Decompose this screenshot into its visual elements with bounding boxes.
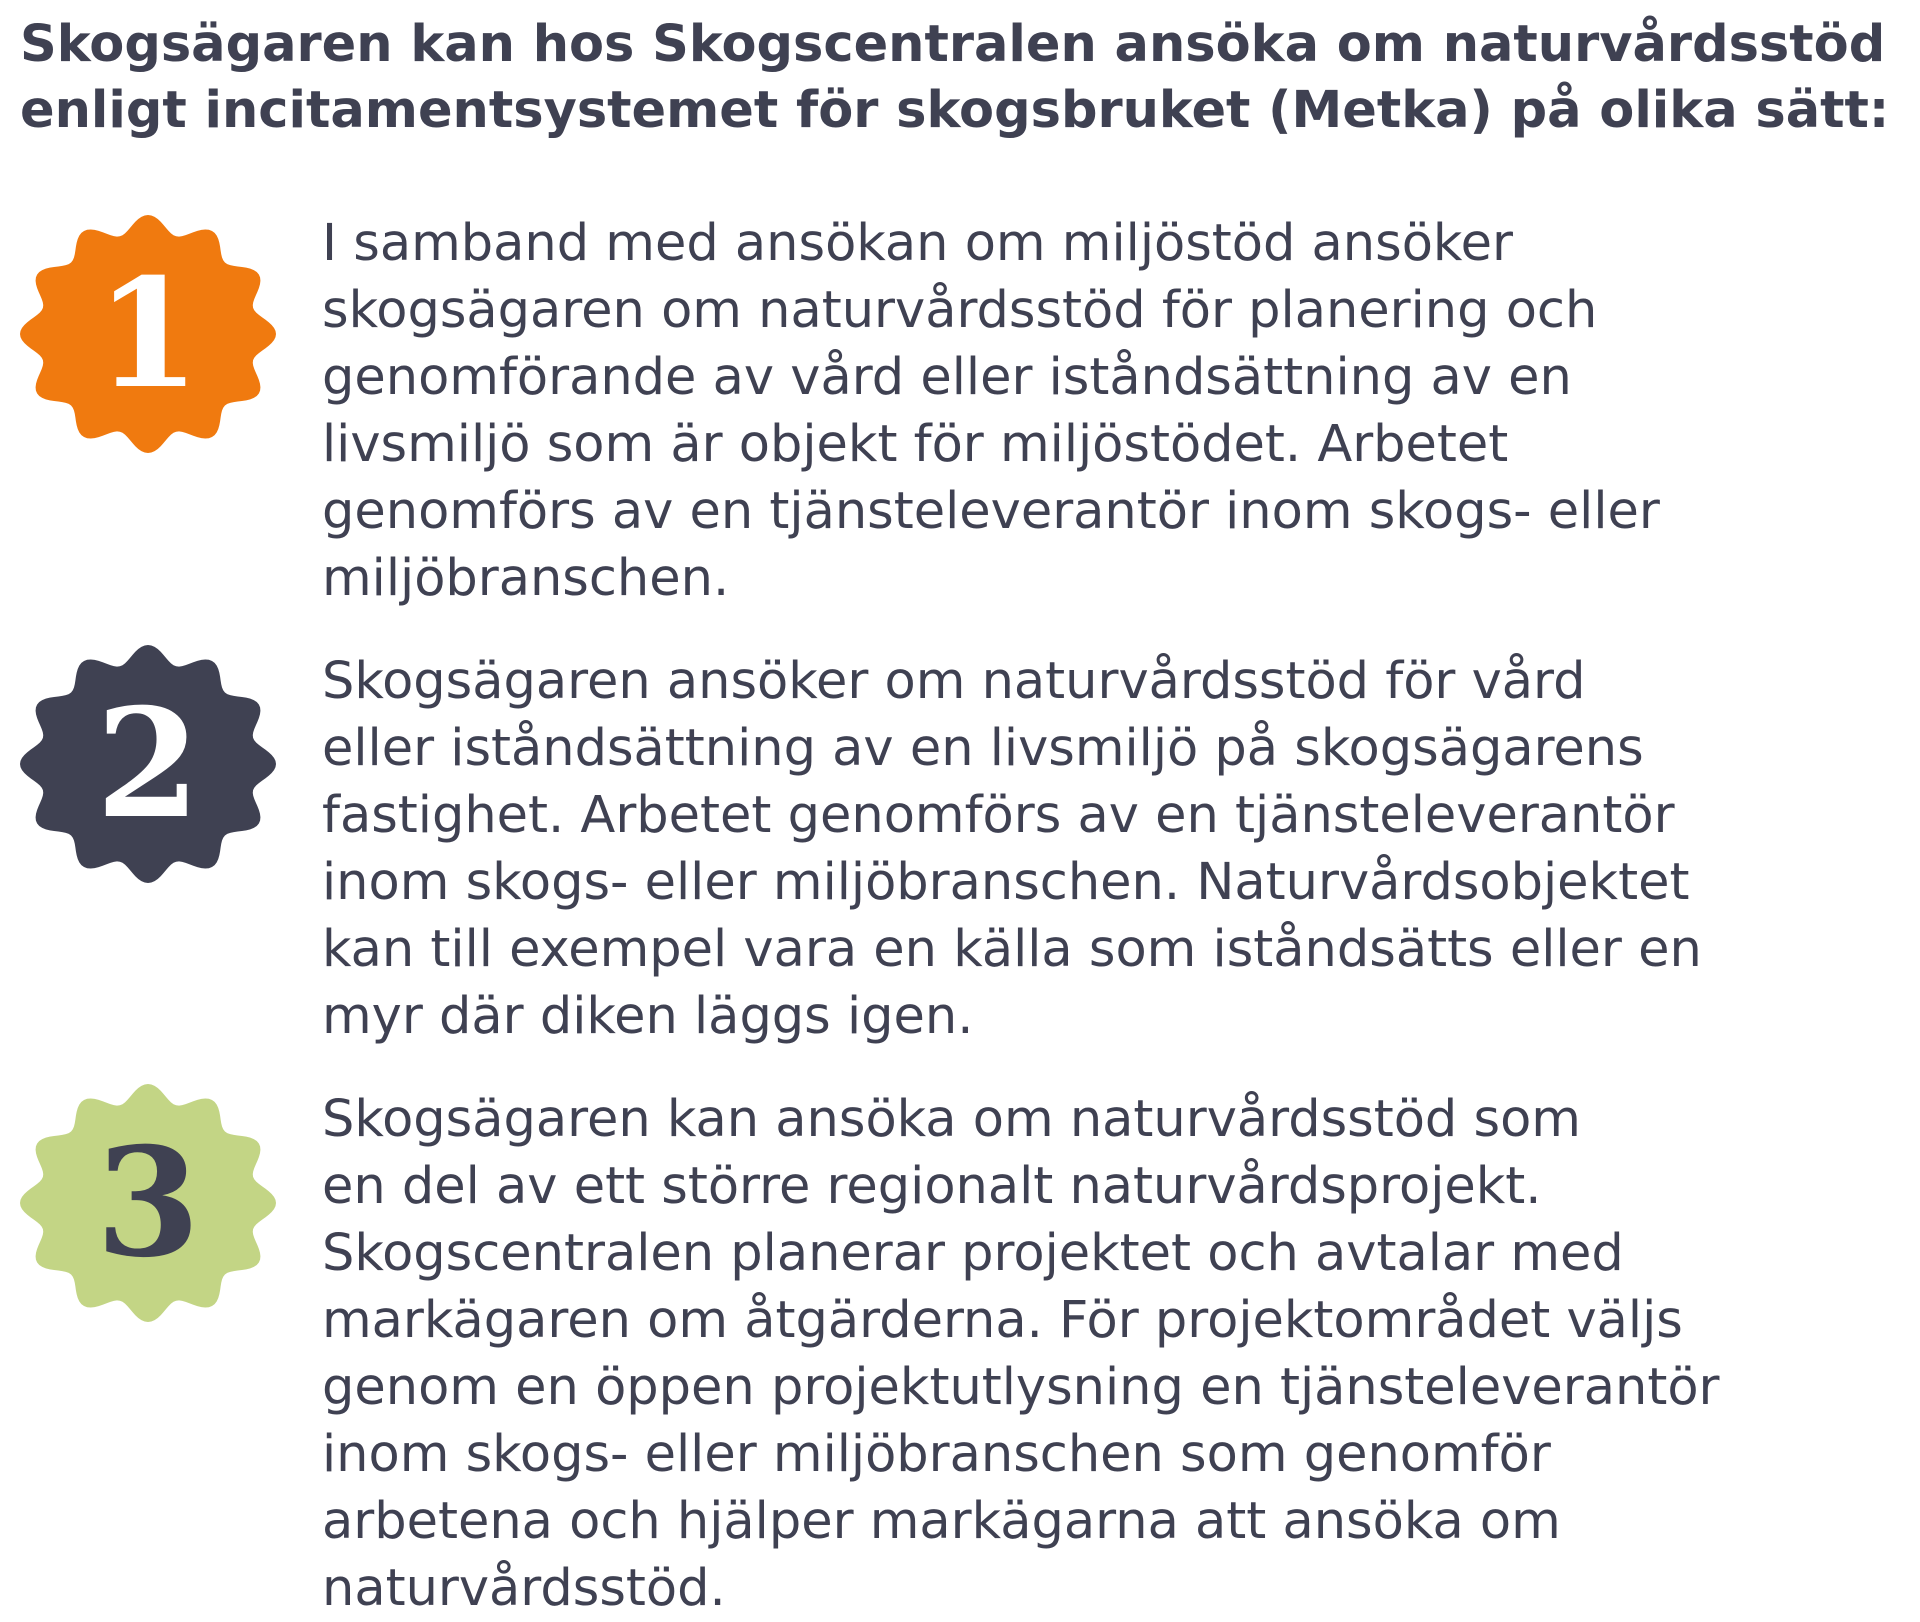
badge-1: [20, 215, 276, 453]
badge-3: [20, 1084, 276, 1322]
badge-number-1: 1: [95, 246, 201, 422]
badge-number-3: 3: [95, 1115, 201, 1291]
item-text-3: Skogsägaren kan ansöka om naturvårdsstöd som en del av ett större regionalt naturvårdsprojekt. Skogscentralen planerar projektet och avtalar med markägaren om åtgärderna. För projektområdet väljs genom en öppen projektutlysning en tjänsteleverantör inom skogs- eller miljöbranschen som genomför arbetena och hjälper markägarna att ansöka om naturvårdsstöd.: [322, 1090, 1720, 1618]
badge-number-2: 2: [95, 676, 201, 852]
item-text-1: I samband med ansökan om miljöstöd ansöker skogsägaren om naturvårdsstöd för planering och genomförande av vård eller iståndsättning av en livsmiljö som är objekt för miljöstödet. Arbetet genomförs av en tjänsteleverantör inom skogs- eller miljöbranschen.: [322, 214, 1660, 608]
badge-2: [20, 645, 276, 883]
item-text-2: Skogsägaren ansöker om naturvårdsstöd för vård eller iståndsättning av en livsmiljö på skogsägarens fastighet. Arbetet genomförs av en tjänsteleverantör inom skogs- eller miljöbranschen. Naturvårdsobjektet kan till exempel vara en källa som iståndsätts eller en myr där diken läggs igen.: [322, 652, 1702, 1046]
page-heading: Skogsägaren kan hos Skogscentralen ansöka om naturvårdsstöd enligt incitamentsystemet för skogsbruket (Metka) på olika sätt:: [20, 15, 1890, 140]
